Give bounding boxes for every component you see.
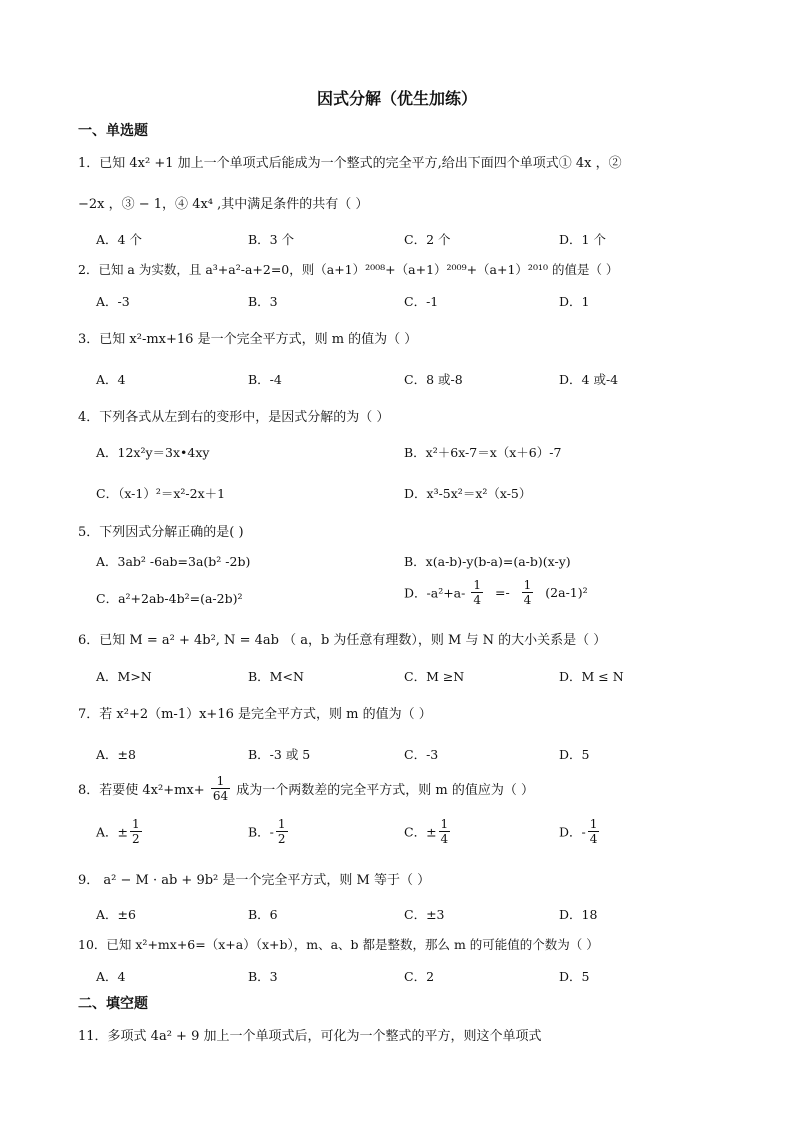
fraction-numerator: 1 (523, 578, 532, 592)
question-2-text: 2．已知 a 为实数，且 a³+a²-a+2=0，则（a+1）²⁰⁰⁸+（a+1）²⁰⁰⁹+（a+1）²⁰¹⁰ 的值是（ ） (78, 262, 619, 277)
q7-option-c: C．-3 (404, 747, 439, 762)
section-heading-fill-in: 二、填空题 (78, 996, 148, 1012)
fraction-denominator: 2 (277, 832, 286, 846)
q1-option-b: B．3 个 (248, 232, 295, 247)
question-4-text: 4．下列各式从左到右的变形中，是因式分解的为（ ） (78, 410, 390, 425)
q8-suffix: 成为一个两数差的完全平方式，则 m 的值应为（ ） (236, 783, 534, 798)
fraction-numerator: 1 (277, 817, 286, 831)
question-7-text: 7．若 x²+2（m-1）x+16 是完全平方式，则 m 的值为（ ） (78, 707, 432, 722)
fraction-numerator: 1 (211, 774, 230, 789)
q7-option-d: D．5 (559, 747, 590, 762)
q5-option-d-fraction-1 (471, 578, 483, 607)
section-heading-single-choice: 一、单选题 (78, 123, 148, 139)
q5-option-c: C．a²+2ab-4b²=(a-2b)² (96, 591, 243, 606)
q3-option-b: B．-4 (248, 372, 282, 387)
question-11-text: 11．多项式 4a² + 9 加上一个单项式后，可化为一个整式的平方，则这个单项式 (78, 1029, 542, 1044)
question-1-line-2: −2x ，③ − 1，④ 4x⁴ ,其中满足条件的共有（ ） (78, 197, 369, 212)
q6-option-d: D．M ≤ N (559, 669, 624, 684)
q4-option-c: C．（x-1）²＝x²-2x＋1 (96, 486, 226, 501)
q5-option-d (404, 578, 588, 607)
q5-option-b: B．x(a-b)-y(b-a)=(a-b)(x-y) (404, 554, 571, 569)
fraction-denominator: 2 (132, 832, 140, 846)
fraction-denominator: 4 (589, 832, 598, 846)
fraction-denominator: 4 (440, 832, 449, 846)
q10-option-a: A．4 (96, 969, 126, 984)
q10-option-d: D．5 (559, 969, 590, 984)
q5-option-d-tail: (2a-1)² (545, 585, 588, 600)
option-fraction (130, 817, 142, 846)
option-prefix: B．- (248, 824, 274, 840)
fraction-denominator: 4 (473, 593, 481, 607)
question-10-text: 10．已知 x²+mx+6=（x+a）（x+b），m、a、b 都是整数，那么 m 的可能值的个数为（ ） (78, 937, 599, 952)
page-title: 因式分解（优生加练） (316, 89, 477, 108)
q9-option-c: C．±3 (404, 907, 445, 922)
q1-option-c: C．2 个 (404, 232, 451, 247)
q6-option-a: A．M>N (96, 669, 152, 684)
option-fraction (276, 817, 288, 846)
fraction-numerator: 1 (132, 817, 140, 831)
q5-option-d-fraction-2 (522, 578, 534, 607)
q3-option-c: C．8 或-8 (404, 372, 463, 387)
q8-option-a (96, 817, 144, 846)
q4-option-b: B．x²＋6x-7＝x（x＋6）-7 (404, 445, 562, 460)
option-prefix: D．- (559, 824, 586, 840)
question-9-text: 9． a² − M · ab + 9b² 是一个完全平方式，则 M 等于（ ） (78, 873, 431, 888)
q10-option-c: C．2 (404, 969, 435, 984)
q3-option-d: D．4 或-4 (559, 372, 619, 387)
q8-fraction (211, 774, 230, 803)
fraction-denominator: 4 (523, 593, 532, 607)
q2-option-d: D．1 (559, 294, 590, 309)
question-3-text: 3．已知 x²-mx+16 是一个完全平方式，则 m 的值为（ ） (78, 332, 418, 347)
q9-option-d: D．18 (559, 907, 598, 922)
option-prefix: A．± (96, 824, 129, 840)
option-prefix: C．± (404, 824, 437, 840)
q8-option-d (559, 817, 601, 846)
q3-option-a: A．4 (96, 372, 126, 387)
q6-option-c: C．M ≥N (404, 669, 465, 684)
question-5-text: 5．下列因式分解正确的是( ) (78, 525, 244, 540)
q7-option-b: B．-3 或 5 (248, 747, 311, 762)
q2-option-b: B．3 (248, 294, 278, 309)
fraction-numerator: 1 (473, 578, 481, 592)
q1-option-a: A．4 个 (96, 232, 142, 247)
q6-option-b: B．M<N (248, 669, 304, 684)
q8-prefix: 8．若要使 4x²+mx+ (78, 783, 205, 798)
q1-option-d: D．1 个 (559, 232, 606, 247)
question-1-line-1: 1．已知 4x² +1 加上一个单项式后能成为一个整式的完全平方,给出下面四个单项式① 4x ，② (78, 156, 622, 171)
q5-option-a: A．3ab² -6ab=3a(b² -2b) (96, 554, 251, 569)
q4-option-d: D．x³-5x²＝x²（x-5） (404, 486, 532, 501)
q5-option-d-prefix: D．-a²+a- (404, 585, 466, 601)
option-fraction (439, 817, 451, 846)
q2-option-c: C．-1 (404, 294, 439, 309)
q4-option-a: A．12x²y＝3x•4xy (96, 445, 210, 460)
q9-option-a: A．±6 (96, 907, 136, 922)
q2-option-a: A．-3 (96, 294, 130, 309)
fraction-denominator: 64 (212, 789, 229, 803)
fraction-numerator: 1 (440, 817, 449, 831)
question-6-text: 6．已知 M = a² + 4b², N = 4ab （ a，b 为任意有理数），则 M 与 N 的大小关系是（ ） (78, 633, 607, 648)
q8-option-b (248, 817, 290, 846)
q8-option-c (404, 817, 452, 846)
q10-option-b: B．3 (248, 969, 278, 984)
q7-option-a: A．±8 (96, 747, 136, 762)
fraction-numerator: 1 (589, 817, 598, 831)
question-8-text (78, 774, 534, 803)
q5-option-d-mid: =- (494, 585, 510, 600)
option-fraction (588, 817, 600, 846)
q9-option-b: B．6 (248, 907, 278, 922)
